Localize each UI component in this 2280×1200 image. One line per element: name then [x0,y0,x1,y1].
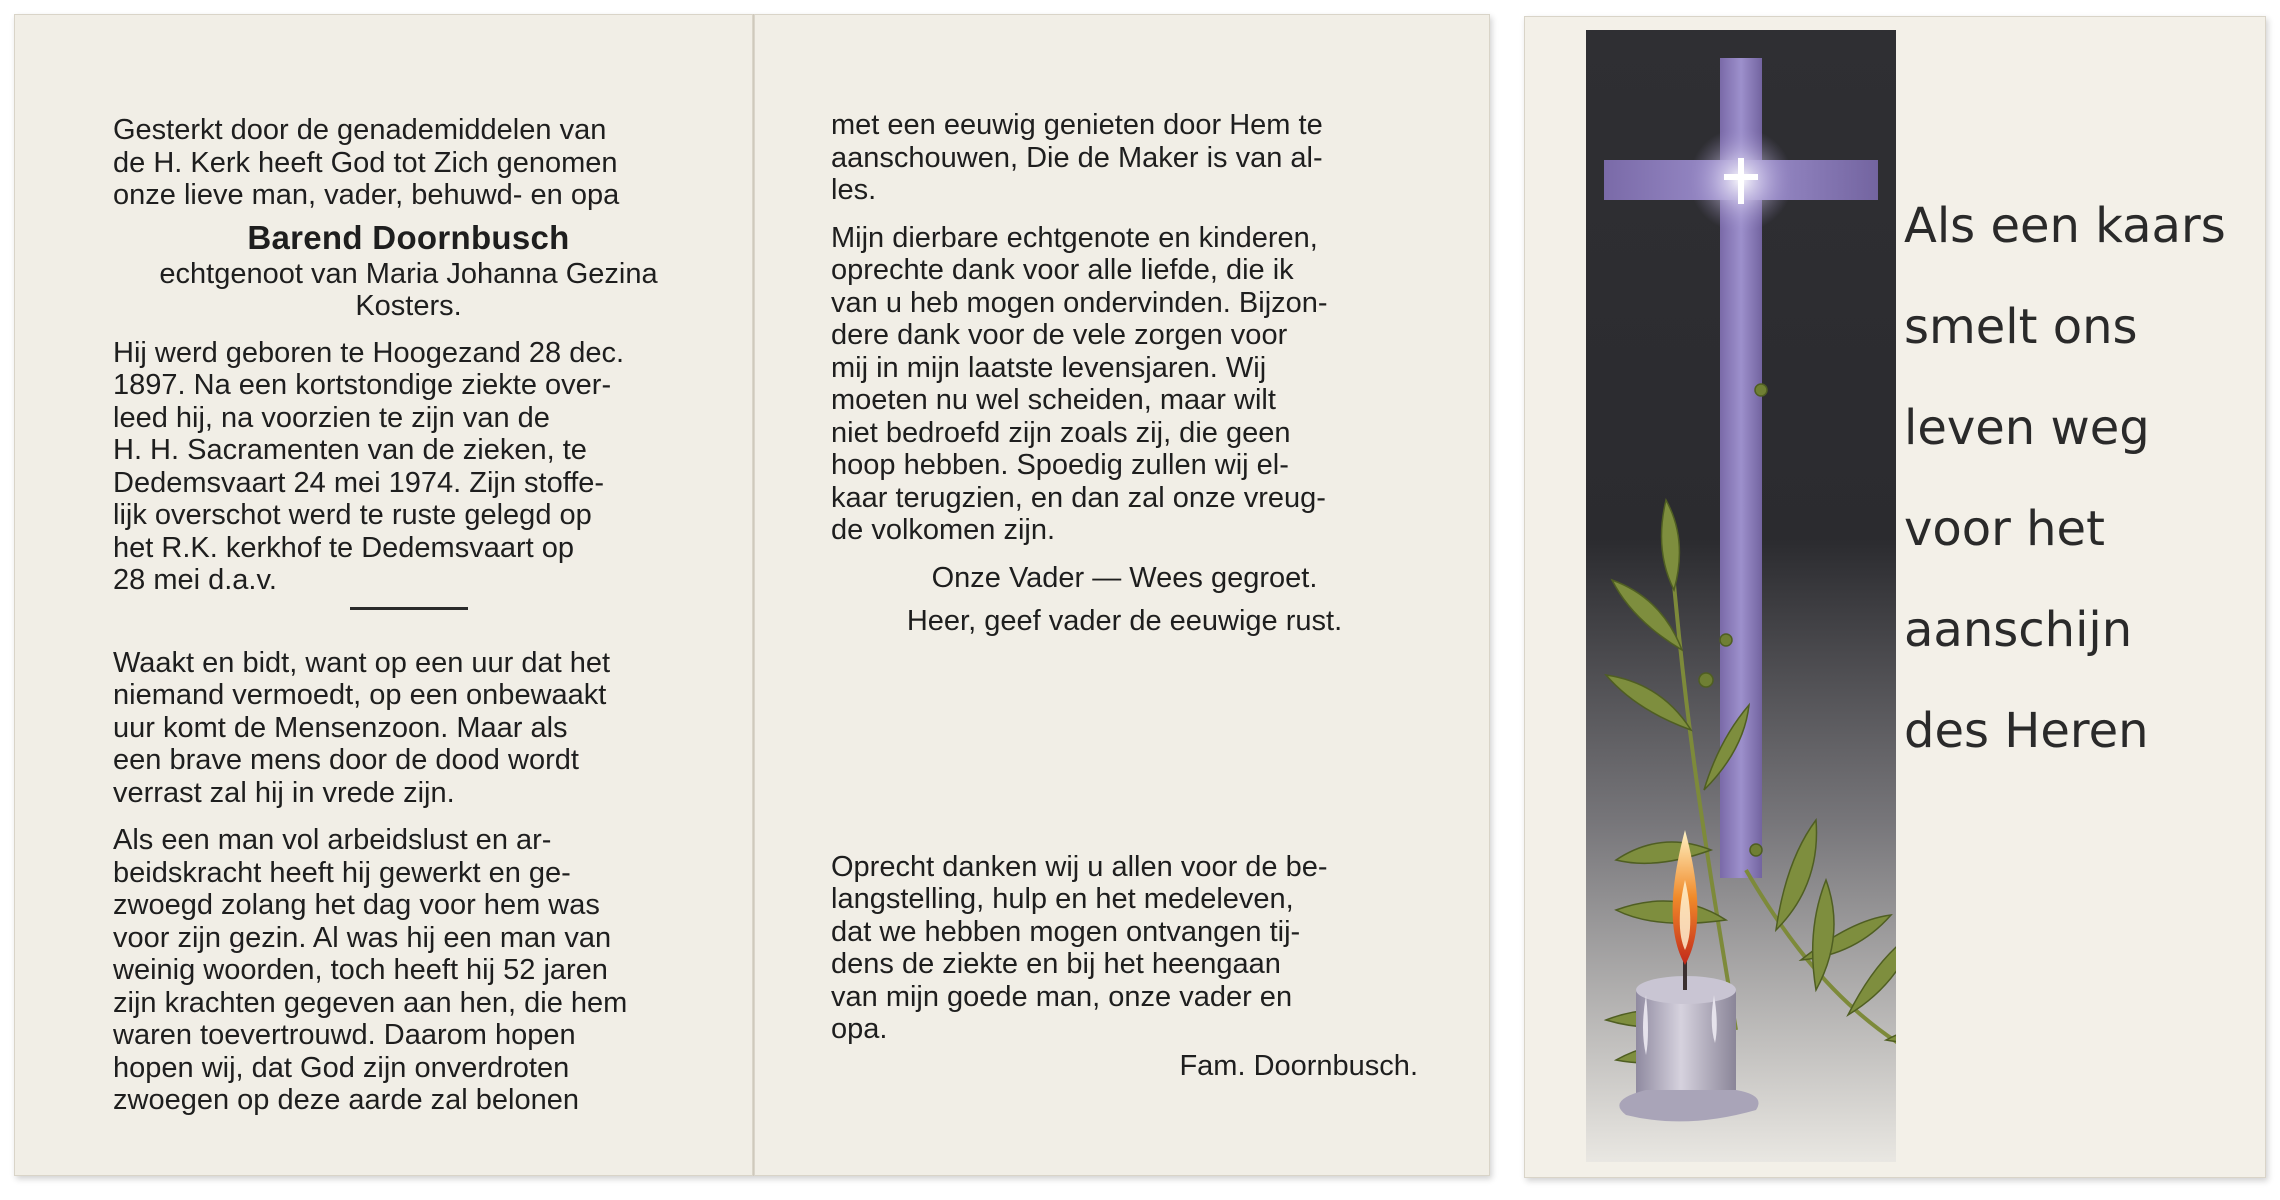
divider-line [350,607,468,610]
signature-text: Fam. Doornbusch. [1179,1049,1418,1082]
scripture-text: Waakt en bidt, want op een uur dat het niemand vermoedt, op een onbewaakt uur komt de Mensenzoon. Maar als een brave mens door de dood wordt verrast zal hij in vrede zijn. [113,646,611,809]
biography-text: Hij werd geboren te Hoogezand 28 dec. 1897. Na een kortstondige ziekte over- leed hij, na voorzien te zijn van de H. H. Sacramenten van de zieken, te Dedemsvaart 24 mei 1974. Zijn stoffe- lijk overschot werd te ruste gelegd op het R.K. kerkhof te Dedemsvaart op 28 mei d.a.v. [113,336,625,596]
continuation-text: met een eeuwig genieten door Hem te aanschouwen, Die de Maker is van al- les. [831,109,1323,206]
blank-space [831,638,1418,851]
cover-line: voor het [1904,501,2105,557]
intro-text: Gesterkt door de genademiddelen van de H. Kerk heeft God tot Zich genomen onze lieve man, vader, behuwd- en opa [113,114,620,211]
spouse-text: echtgenoot van Maria Johanna Gezina Kosters. [159,257,658,322]
inner-right-page [831,109,1418,1082]
cover-illustration [1586,30,1896,1162]
inner-left-page [113,114,704,1117]
cover-line: des Heren [1904,703,2149,759]
deceased-name: Barend Doornbusch [247,218,570,256]
cover-line: aanschijn [1904,602,2133,658]
cover-line: smelt ons [1904,299,2138,355]
cover-line: leven weg [1904,400,2150,456]
prayer-line-1: Onze Vader — Wees gegroet. [931,561,1318,594]
cover-line: Als een kaars [1904,198,2226,254]
thanks-text: Oprecht danken wij u allen voor de be- langstelling, hulp en het medeleven, dat we hebben mogen ontvangen tij- dens de ziekte en bij het heengaan van mijn goede man, onze vader en opa. [831,850,1328,1045]
fold-crease [752,14,755,1176]
tribute-text: Als een man vol arbeidslust en ar- beidskracht heeft hij gewerkt en ge- zwoegd zolang het dag voor hem was voor zijn gezin. Al was hij een man van weinig woorden, toch heeft hij 52 jaren zijn krachten gegeven aan hen, die hem waren toevertrouwd. Daarom hopen hopen wij, dat God zijn onverdroten zwoegen op deze aarde zal belonen [113,824,628,1116]
cover-verse [1904,176,2254,782]
cover-card [1524,16,2266,1178]
prayer-line-2: Heer, geef vader de eeuwige rust. [906,605,1343,637]
farewell-text: Mijn dierbare echtgenote en kinderen, oprechte dank voor alle liefde, die ik van u heb mogen ondervinden. Bijzon- dere dank voor de vele zorgen voor mij in mijn laatste levensjaren. Wij moeten nu wel scheiden, maar wilt niet bedroefd zijn zoals zij, die geen hoop hebben. Spoedig zullen wij el- kaar terugzien, en dan zal onze vreug- de volkomen zijn. [831,221,1328,546]
